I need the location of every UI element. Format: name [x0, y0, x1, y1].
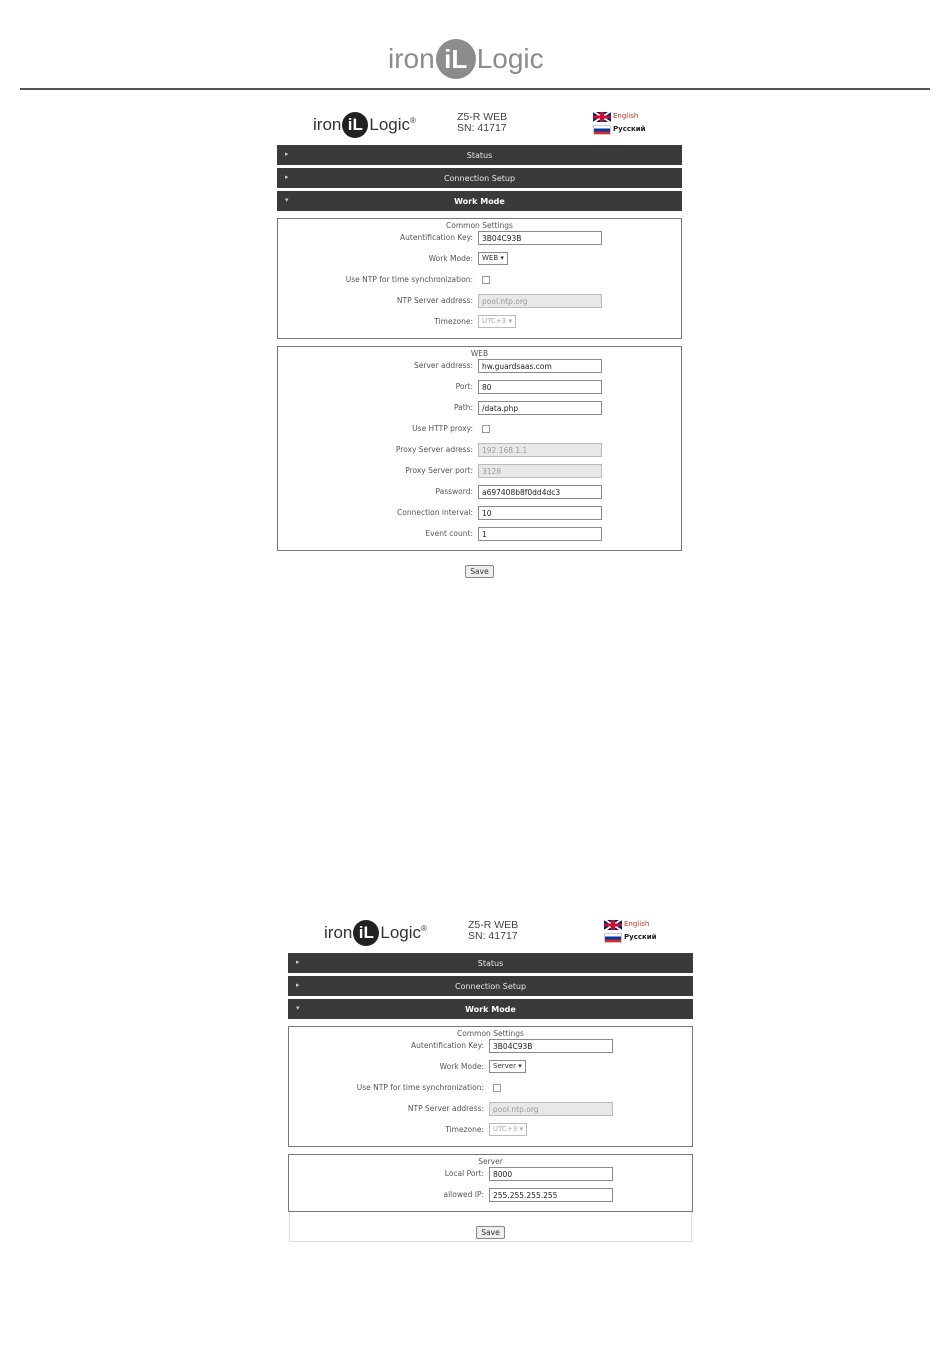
ntp-label: Use NTP for time synchronization:: [356, 1083, 484, 1092]
proxy-server-row: [278, 439, 681, 460]
event-count-input[interactable]: 1: [478, 527, 602, 541]
path-label: Path:: [453, 403, 473, 412]
status-bar-label: Status: [466, 150, 493, 160]
common-settings-legend: Common Settings: [454, 1029, 527, 1038]
chevron-down-icon: ▾: [519, 1125, 523, 1133]
proxy-port-row: [278, 460, 681, 481]
chevron-down-icon: ▾: [508, 317, 512, 325]
ntp-checkbox[interactable]: [493, 1084, 501, 1092]
russia-flag-icon: [593, 125, 611, 135]
timezone-row: [289, 1119, 692, 1140]
device-serial: SN: 41717: [468, 930, 518, 942]
language-english-label: English: [613, 112, 639, 120]
panel-header: [288, 914, 693, 950]
expand-arrow-icon: ▸: [296, 981, 300, 989]
password-input[interactable]: a697408b8f0dd4dc3: [478, 485, 602, 499]
ntp-row: [278, 269, 681, 290]
chevron-down-icon: ▾: [500, 254, 504, 262]
local-port-input[interactable]: 8000: [489, 1167, 613, 1181]
http-proxy-label: Use HTTP proxy:: [412, 424, 473, 433]
connection-interval-row: [278, 502, 681, 523]
path-row: [278, 397, 681, 418]
auth-key-label: Autentification Key:: [411, 1041, 484, 1050]
path-input[interactable]: /data.php: [478, 401, 602, 415]
save-area: [277, 551, 682, 582]
device-model: Z5-R WEB: [457, 111, 508, 123]
logo-iron: iron: [324, 923, 353, 942]
language-english-link[interactable]: [604, 918, 657, 931]
server-settings-fieldset: [288, 1154, 693, 1212]
save-button[interactable]: Save: [465, 565, 493, 578]
status-bar[interactable]: [288, 953, 693, 973]
panel-header: [277, 106, 682, 142]
auth-key-label: Autentification Key:: [400, 233, 473, 242]
logo-registered-mark: ®: [421, 923, 427, 933]
timezone-select-value: UTC+3: [493, 1125, 518, 1133]
status-bar-label: Status: [477, 958, 504, 968]
auth-key-input[interactable]: 3B04C93B: [489, 1039, 613, 1053]
local-port-label: Local Port:: [444, 1169, 484, 1178]
logo-badge: iL: [353, 920, 379, 946]
uk-flag-icon: [593, 112, 611, 122]
web-settings-fieldset: [277, 346, 682, 551]
timezone-select[interactable]: [489, 1123, 527, 1136]
common-settings-fieldset: [288, 1026, 693, 1147]
work-mode-select[interactable]: [489, 1060, 526, 1073]
timezone-label: Timezone:: [434, 317, 473, 326]
connection-setup-bar[interactable]: [288, 976, 693, 996]
language-russian-label: Русский: [613, 125, 646, 133]
ntp-server-input[interactable]: pool.ntp.org: [489, 1102, 613, 1116]
ironlogic-logo: [324, 920, 427, 946]
work-mode-bar-label: Work Mode: [465, 1004, 516, 1014]
language-russian-link[interactable]: [593, 123, 646, 136]
document-logo-badge: iL: [436, 39, 476, 79]
ntp-server-row: [278, 290, 681, 311]
timezone-row: [278, 311, 681, 332]
proxy-server-input[interactable]: 192.168.1.1: [478, 443, 602, 457]
header-divider: [20, 88, 930, 90]
save-area: [289, 1212, 692, 1242]
expand-arrow-icon: ▸: [285, 173, 289, 181]
save-button[interactable]: Save: [476, 1226, 504, 1239]
language-english-link[interactable]: [593, 110, 646, 123]
work-mode-select-value: Server: [493, 1062, 516, 1070]
work-mode-row: [278, 248, 681, 269]
connection-setup-bar[interactable]: [277, 168, 682, 188]
port-row: [278, 376, 681, 397]
ntp-label: Use NTP for time synchronization:: [345, 275, 473, 284]
document-logo: [388, 36, 544, 82]
work-mode-bar-label: Work Mode: [454, 196, 505, 206]
password-row: [278, 481, 681, 502]
web-settings-legend: WEB: [468, 349, 491, 358]
server-mode-screenshot: [288, 914, 693, 1242]
logo-registered-mark: ®: [410, 115, 416, 125]
work-mode-label: Work Mode:: [439, 1062, 484, 1071]
device-info: [468, 920, 518, 942]
ntp-server-row: [289, 1098, 692, 1119]
work-mode-bar[interactable]: [277, 191, 682, 211]
logo-logic: Logic: [380, 923, 421, 942]
common-settings-fieldset: [277, 218, 682, 339]
connection-setup-bar-label: Connection Setup: [443, 173, 516, 183]
status-bar[interactable]: [277, 145, 682, 165]
timezone-label: Timezone:: [445, 1125, 484, 1134]
russia-flag-icon: [604, 933, 622, 943]
event-count-row: [278, 523, 681, 544]
expand-arrow-icon: ▸: [285, 150, 289, 158]
server-address-input[interactable]: hw.guardsaas.com: [478, 359, 602, 373]
allowed-ip-row: [289, 1184, 692, 1205]
language-switcher: [604, 918, 657, 944]
work-mode-label: Work Mode:: [428, 254, 473, 263]
allowed-ip-label: allowed IP:: [443, 1190, 484, 1199]
http-proxy-row: [278, 418, 681, 439]
logo-badge: iL: [342, 112, 368, 138]
work-mode-select-value: WEB: [482, 254, 499, 262]
device-serial: SN: 41717: [457, 122, 507, 134]
language-switcher: [593, 110, 646, 136]
chevron-down-icon: ▾: [518, 1062, 522, 1070]
port-input[interactable]: 80: [478, 380, 602, 394]
allowed-ip-input[interactable]: 255.255.255.255: [489, 1188, 613, 1202]
event-count-label: Event count:: [425, 529, 473, 538]
collapse-arrow-icon: ▾: [285, 196, 289, 204]
language-russian-label: Русский: [624, 933, 657, 941]
logo-iron: iron: [313, 115, 342, 134]
proxy-port-input[interactable]: 3128: [478, 464, 602, 478]
ntp-server-label: NTP Server address:: [407, 1104, 484, 1113]
proxy-server-label: Proxy Server adress:: [395, 445, 473, 454]
port-label: Port:: [455, 382, 473, 391]
work-mode-select[interactable]: [478, 252, 508, 265]
device-model: Z5-R WEB: [468, 919, 519, 931]
web-mode-screenshot: [277, 106, 682, 582]
expand-arrow-icon: ▸: [296, 958, 300, 966]
common-settings-legend: Common Settings: [443, 221, 516, 230]
ntp-server-label: NTP Server address:: [396, 296, 473, 305]
device-info: [457, 112, 507, 134]
logo-logic: Logic: [369, 115, 410, 134]
server-address-label: Server address:: [414, 361, 473, 370]
language-russian-link[interactable]: [604, 931, 657, 944]
proxy-port-label: Proxy Server port:: [405, 466, 473, 475]
work-mode-bar[interactable]: [288, 999, 693, 1019]
http-proxy-checkbox[interactable]: [482, 425, 490, 433]
connection-setup-bar-label: Connection Setup: [454, 981, 527, 991]
document-logo-iron: iron: [388, 43, 435, 74]
auth-key-input[interactable]: 3B04C93B: [478, 231, 602, 245]
server-settings-legend: Server: [475, 1157, 506, 1166]
ntp-checkbox[interactable]: [482, 276, 490, 284]
timezone-select[interactable]: [478, 315, 516, 328]
work-mode-row: [289, 1056, 692, 1077]
ironlogic-logo: [313, 112, 416, 138]
collapse-arrow-icon: ▾: [296, 1004, 300, 1012]
language-english-label: English: [624, 920, 650, 928]
document-logo-logic: Logic: [476, 43, 544, 74]
ntp-server-input[interactable]: pool.ntp.org: [478, 294, 602, 308]
uk-flag-icon: [604, 920, 622, 930]
timezone-select-value: UTC+3: [482, 317, 507, 325]
password-label: Password:: [435, 487, 473, 496]
connection-interval-input[interactable]: 10: [478, 506, 602, 520]
connection-interval-label: Connection interval:: [397, 508, 473, 517]
ntp-row: [289, 1077, 692, 1098]
